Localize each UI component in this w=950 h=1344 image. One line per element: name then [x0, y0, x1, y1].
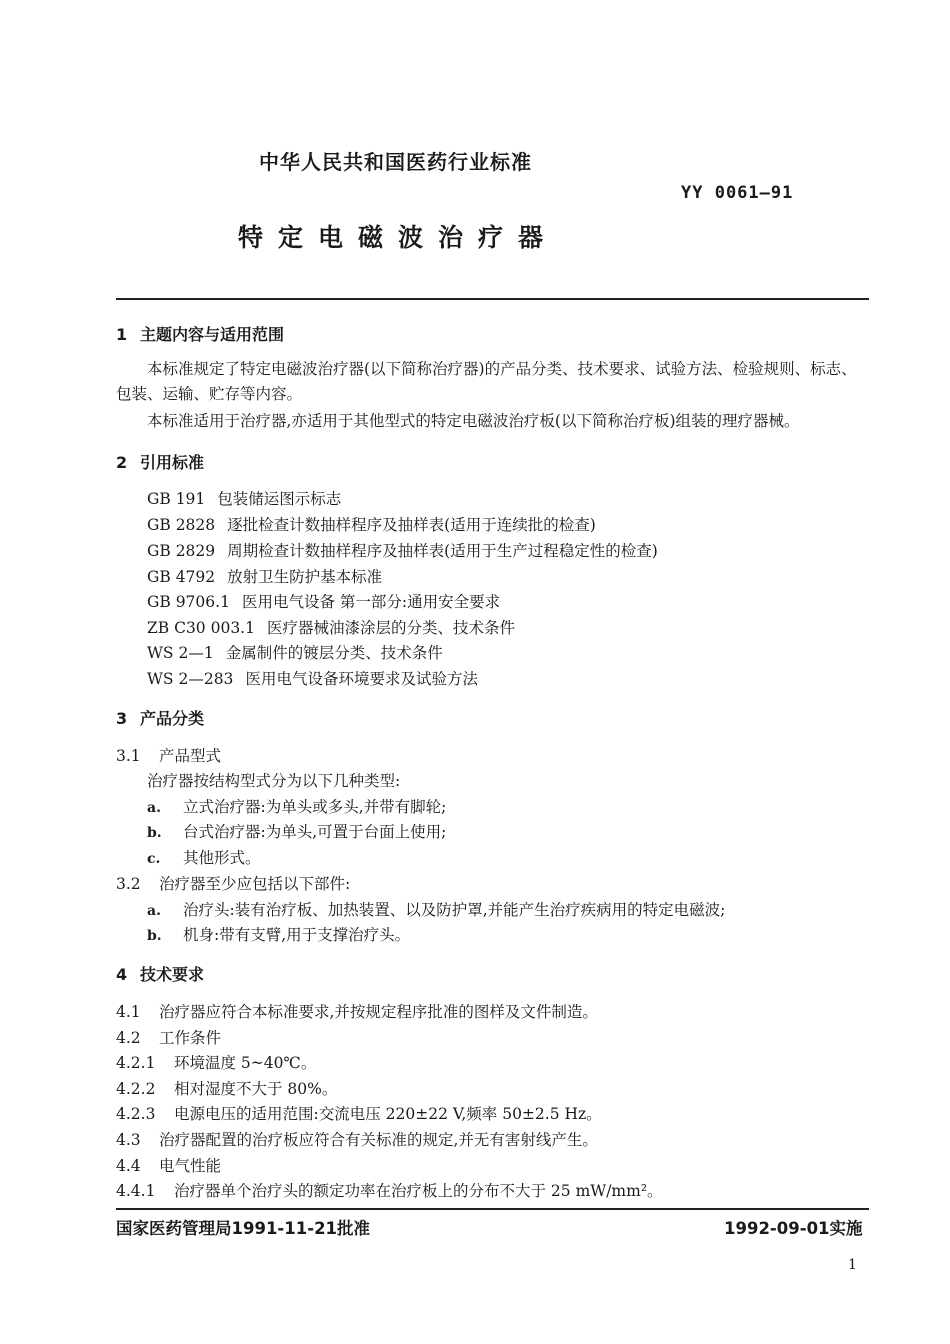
header-divider — [116, 298, 869, 300]
clause-number: 4.3 — [116, 1131, 141, 1149]
footer-divider — [116, 1208, 869, 1210]
clause-number: 4.4.1 — [116, 1182, 156, 1200]
clause-text: 治疗器配置的治疗板应符合有关标准的规定,并无有害射线产生。 — [159, 1131, 598, 1149]
list-label: b. — [147, 928, 162, 944]
paragraph: 治疗器按结构型式分为以下几种类型: — [147, 772, 401, 790]
clause-number: 4.1 — [116, 1003, 141, 1021]
clause-row — [116, 999, 598, 1025]
reference-code: WS 2—1 — [147, 644, 214, 662]
reference-title: 医用电气设备 第一部分:通用安全要求 — [241, 593, 501, 611]
clause-row — [116, 1025, 221, 1051]
clause-text: 工作条件 — [159, 1029, 222, 1047]
reference-title: 医疗器械油漆涂层的分类、技术条件 — [266, 619, 515, 637]
reference-title: 放射卫生防护基本标准 — [227, 568, 383, 586]
clause-number: 4.2.2 — [116, 1080, 156, 1098]
list-text: 机身:带有支臂,用于支撑治疗头。 — [183, 926, 411, 944]
list-text: 台式治疗器:为单头,可置于台面上使用; — [183, 823, 447, 841]
subsection-number: 3.2 — [116, 875, 141, 893]
clause-row — [116, 1153, 221, 1179]
clause-text: 治疗器应符合本标准要求,并按规定程序批准的图样及文件制造。 — [159, 1003, 598, 1021]
reference-title: 逐批检查计数抽样程序及抽样表(适用于连续批的检查) — [227, 516, 596, 534]
reference-row — [147, 589, 500, 615]
clause-number: 4.2 — [116, 1029, 141, 1047]
reference-row — [147, 640, 443, 666]
reference-code: GB 2829 — [147, 542, 216, 560]
reference-code: GB 191 — [147, 490, 206, 508]
clause-number: 4.2.3 — [116, 1105, 156, 1123]
list-item — [147, 794, 446, 821]
reference-title: 包装储运图示标志 — [217, 490, 342, 508]
list-text: 治疗头:装有治疗板、加热装置、以及防护罩,并能产生治疗疾病用的特定电磁波; — [183, 901, 726, 919]
page-number: 1 — [848, 1257, 857, 1273]
list-label: b. — [147, 825, 162, 841]
reference-code: GB 2828 — [147, 516, 216, 534]
approval-line: 国家医药管理局1991-11-21批准 — [116, 1219, 371, 1238]
section-title: 主题内容与适用范围 — [140, 325, 285, 344]
standard-code: YY 0061—91 — [681, 183, 794, 203]
list-text: 立式治疗器:为单头或多头,并带有脚轮; — [183, 798, 447, 816]
clause-row — [116, 1101, 602, 1127]
list-label: a. — [147, 800, 161, 816]
clause-text: 环境温度 5~40℃。 — [174, 1054, 317, 1072]
clause-number: 4.2.1 — [116, 1054, 156, 1072]
list-label: c. — [147, 851, 161, 867]
section-3-heading — [116, 706, 204, 729]
reference-row — [147, 486, 341, 512]
subsection-3-1 — [116, 743, 221, 769]
list-label: a. — [147, 903, 161, 919]
list-item — [147, 819, 446, 846]
subsection-title: 产品型式 — [159, 747, 222, 765]
reference-code: GB 4792 — [147, 568, 216, 586]
reference-code: WS 2—283 — [147, 670, 234, 688]
list-item — [147, 897, 725, 924]
section-title: 技术要求 — [140, 965, 205, 984]
section-number: 3 — [116, 709, 128, 728]
reference-code: ZB C30 003.1 — [147, 619, 255, 637]
section-number: 1 — [116, 325, 128, 344]
clause-row — [116, 1050, 316, 1076]
issuing-authority-heading: 中华人民共和国医药行业标准 — [259, 150, 532, 174]
clause-text: 相对湿度不大于 80%。 — [174, 1080, 338, 1098]
subsection-title: 治疗器至少应包括以下部件: — [159, 875, 351, 893]
clause-row — [116, 1127, 598, 1153]
subsection-3-2 — [116, 871, 350, 897]
section-number: 2 — [116, 453, 128, 472]
list-text: 其他形式。 — [183, 849, 261, 867]
list-item — [147, 845, 261, 872]
reference-row — [147, 538, 658, 564]
reference-row — [147, 615, 515, 641]
reference-row — [147, 666, 478, 692]
section-number: 4 — [116, 965, 128, 984]
reference-row — [147, 512, 596, 538]
section-2-heading — [116, 450, 204, 473]
section-title: 引用标准 — [140, 453, 205, 472]
reference-code: GB 9706.1 — [147, 593, 230, 611]
clause-row — [116, 1076, 337, 1102]
reference-title: 周期检查计数抽样程序及抽样表(适用于生产过程稳定性的检查) — [227, 542, 658, 560]
section-4-heading — [116, 962, 204, 985]
clause-number: 4.4 — [116, 1157, 141, 1175]
effective-date: 1992-09-01实施 — [724, 1219, 863, 1238]
clause-text: 治疗器单个治疗头的额定功率在治疗板上的分布不大于 25 mW/mm²。 — [174, 1182, 663, 1200]
paragraph: 本标准适用于治疗器,亦适用于其他型式的特定电磁波治疗板(以下简称治疗板)组装的理疗器械。 — [147, 412, 800, 430]
list-item — [147, 922, 410, 949]
subsection-number: 3.1 — [116, 747, 141, 765]
reference-row — [147, 564, 382, 590]
section-title: 产品分类 — [140, 709, 205, 728]
reference-title: 医用电气设备环境要求及试验方法 — [245, 670, 478, 688]
clause-text: 电气性能 — [159, 1157, 222, 1175]
section-1-heading — [116, 322, 284, 345]
document-title: 特定电磁波治疗器 — [238, 223, 559, 252]
clause-text: 电源电压的适用范围:交流电压 220±22 V,频率 50±2.5 Hz。 — [174, 1105, 602, 1123]
reference-title: 金属制件的镀层分类、技术条件 — [225, 644, 443, 662]
clause-row — [116, 1178, 663, 1204]
paragraph: 本标准规定了特定电磁波治疗器(以下简称治疗器)的产品分类、技术要求、试验方法、检验规则、标志、包装、运输、贮存等内容。 — [116, 360, 857, 403]
